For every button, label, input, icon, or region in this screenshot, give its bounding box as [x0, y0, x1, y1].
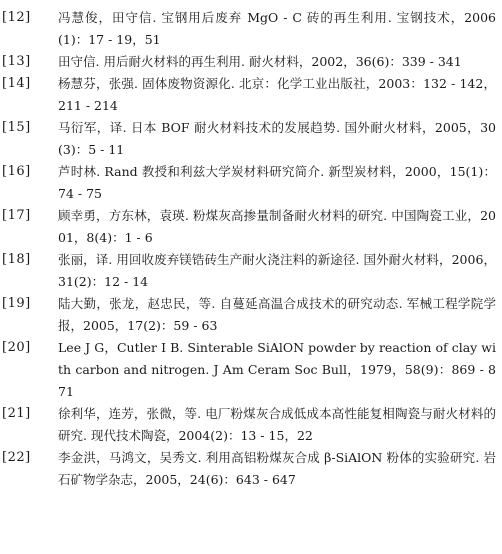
reference-item	[0, 73, 502, 117]
reference-number: [13]	[2, 54, 31, 69]
reference-item	[0, 117, 502, 161]
reference-number: [15]	[2, 120, 31, 135]
reference-text: 顾幸勇，方东林，袁瑛. 粉煤灰高掺量制备耐火材料的研究. 中国陶瓷工业，2001，8(4)：1 - 6	[58, 208, 496, 245]
reference-text: 芦时林. Rand 教授和利兹大学炭材料研究简介. 新型炭材料，2000，15(1)：74 - 75	[58, 164, 496, 201]
reference-item	[0, 447, 502, 491]
reference-number: [20]	[2, 340, 31, 355]
reference-text: 徐利华，连芳，张微，等. 电厂粉煤灰合成低成本高性能复相陶瓷与耐火材料的研究. 现代技术陶瓷，2004(2)：13 - 15，22	[58, 406, 496, 443]
reference-item	[0, 7, 502, 51]
reference-item	[0, 51, 502, 73]
reference-number: [21]	[2, 406, 31, 421]
reference-item	[0, 249, 502, 293]
reference-text: 杨慧芬，张强. 固体废物资源化. 北京：化学工业出版社，2003：132 - 142，211 - 214	[58, 76, 496, 113]
reference-text: 冯慧俊，田守信. 宝钢用后废弃 MgO - C 砖的再生利用. 宝钢技术，2006(1)：17 - 19，51	[58, 10, 496, 47]
reference-number: [19]	[2, 296, 31, 311]
reference-text: 张丽，译. 用回收废弃镁锆砖生产耐火浇注料的新途径. 国外耐火材料，2006，31(2)：12 - 14	[58, 252, 496, 289]
reference-number: [12]	[2, 10, 31, 25]
reference-list	[0, 7, 502, 491]
reference-number: [14]	[2, 76, 31, 91]
reference-text: 李金洪，马鸿文，吴秀文. 利用高铝粉煤灰合成 β-SiAlON 粉体的实验研究. 岩石矿物学杂志，2005，24(6)：643 - 647	[58, 450, 496, 487]
reference-number: [17]	[2, 208, 31, 223]
reference-text: 马衍军，译. 日本 BOF 耐火材料技术的发展趋势. 国外耐火材料，2005，30(3)：5 - 11	[58, 120, 496, 157]
reference-item	[0, 161, 502, 205]
reference-item	[0, 403, 502, 447]
reference-number: [22]	[2, 450, 31, 465]
reference-text: 陆大勤，张龙，赵忠民，等. 自蔓延高温合成技术的研究动态. 军械工程学院学报，2005，17(2)：59 - 63	[58, 296, 496, 333]
reference-number: [18]	[2, 252, 31, 267]
reference-text: 田守信. 用后耐火材料的再生利用. 耐火材料，2002，36(6)：339 - 341	[58, 54, 462, 69]
reference-number: [16]	[2, 164, 31, 179]
reference-text: Lee J G，Cutler I B. Sinterable SiAlON powder by reaction of clay with carbon and nitrogen. J Am Ceram Soc Bull，1979，58(9)：869 - 871	[58, 340, 496, 399]
reference-item	[0, 205, 502, 249]
reference-item	[0, 337, 502, 403]
reference-item	[0, 293, 502, 337]
